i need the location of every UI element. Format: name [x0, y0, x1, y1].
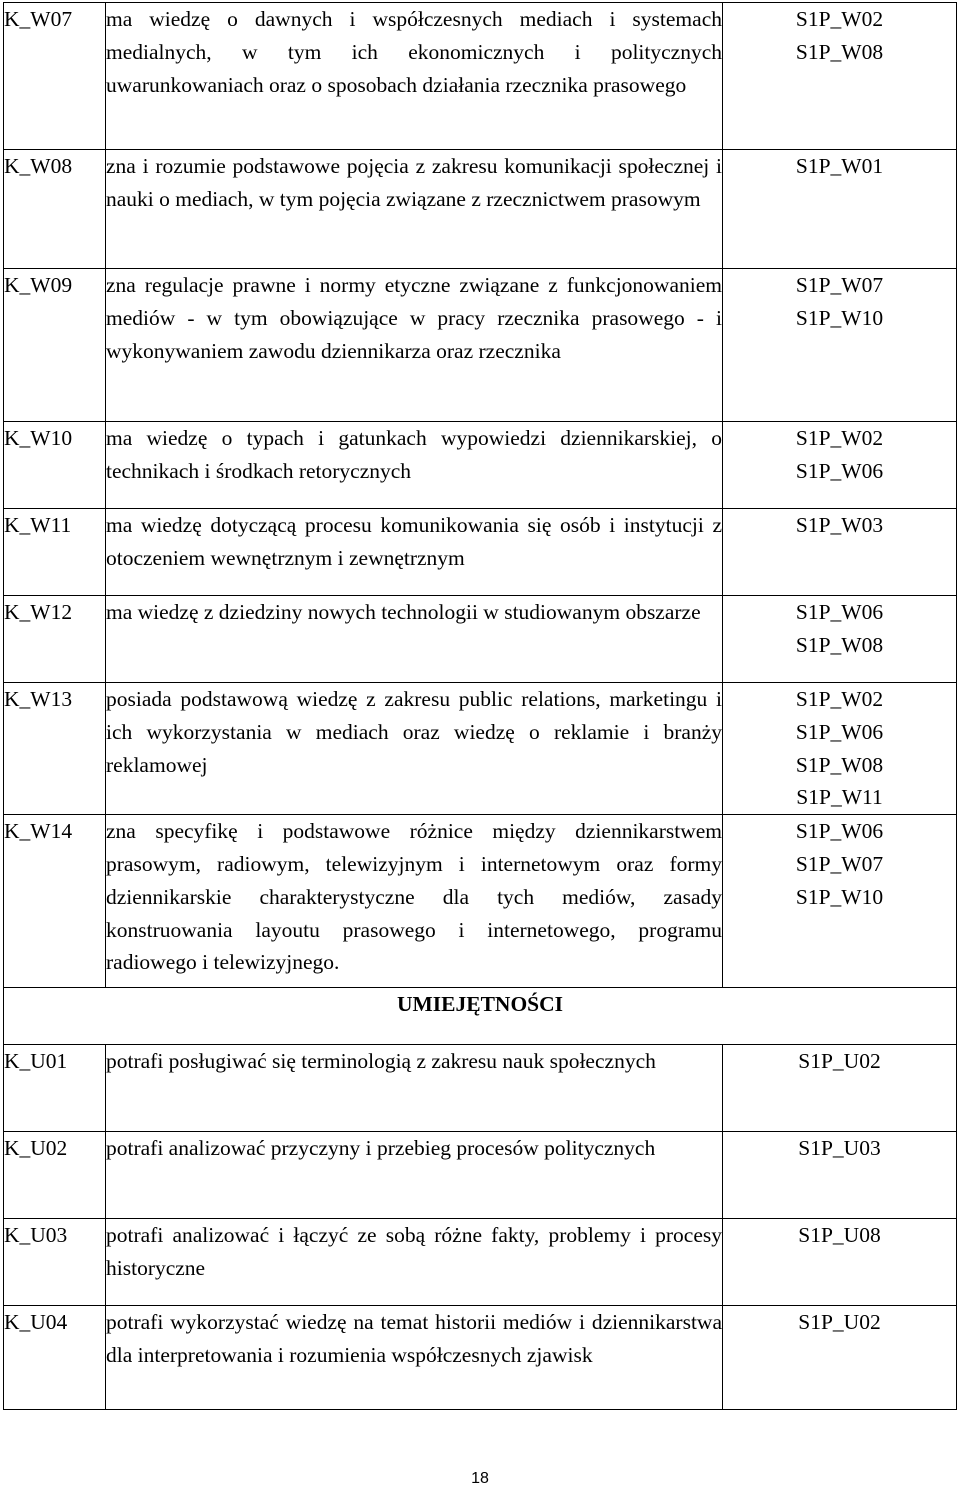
reference-code: S1P_W08 [795, 752, 884, 777]
reference-code: S1P_W06 [795, 719, 884, 744]
outcome-description: ma wiedzę z dziedziny nowych technologii w studiowanym obszarze [106, 596, 723, 683]
outcome-references [723, 815, 957, 988]
outcome-references [723, 269, 957, 422]
table-row [4, 815, 957, 988]
outcome-description: potrafi analizować i łączyć ze sobą różne fakty, problemy i procesy historyczne [106, 1219, 723, 1306]
reference-code: S1P_W02 [795, 687, 884, 711]
table-row [4, 269, 957, 422]
outcome-references [723, 3, 957, 150]
reference-code: S1P_W01 [795, 154, 884, 178]
reference-code: S1P_W07 [795, 273, 884, 297]
outcome-description: zna specyfikę i podstawowe różnice między dziennikarstwem prasowym, radiowym, telewizyjnym i internetowym oraz formy dziennikarskie charakterystyczne dla tych mediów, zasady konstruowania layoutu prasowego i internetowego, programu radiowego i telewizyjnego. [106, 815, 723, 988]
outcome-description: ma wiedzę dotyczącą procesu komunikowania się osób i instytucji z otoczeniem wewnętrznym i zewnętrznym [106, 509, 723, 596]
section-heading: UMIEJĘTNOŚCI [4, 988, 957, 1045]
outcome-code: K_W12 [4, 596, 106, 683]
reference-code: S1P_W02 [795, 426, 884, 450]
reference-code: S1P_W06 [795, 819, 884, 844]
outcome-description: potrafi wykorzystać wiedzę na temat historii mediów i dziennikarstwa dla interpretowania i rozumienia współczesnych zjawisk [106, 1306, 723, 1410]
reference-code: S1P_W10 [795, 305, 884, 330]
table-row [4, 1132, 957, 1219]
outcome-code: K_W07 [4, 3, 106, 150]
table-row [4, 3, 957, 150]
reference-code: S1P_W06 [795, 600, 884, 624]
reference-code: S1P_W10 [795, 884, 884, 909]
outcome-references [723, 1045, 957, 1132]
outcome-references [723, 596, 957, 683]
table-row [4, 1306, 957, 1410]
outcome-code: K_U03 [4, 1219, 106, 1306]
outcome-description: ma wiedzę o dawnych i współczesnych mediach i systemach medialnych, w tym ich ekonomicznych i politycznych uwarunkowaniach oraz o sposobach działania rzecznika prasowego [106, 3, 723, 150]
outcome-code: K_W11 [4, 509, 106, 596]
outcome-code: K_U02 [4, 1132, 106, 1219]
outcome-description: potrafi posługiwać się terminologią z zakresu nauk społecznych [106, 1045, 723, 1132]
outcome-references [723, 150, 957, 269]
reference-code: S1P_W02 [795, 7, 884, 31]
reference-code: S1P_U02 [798, 1049, 881, 1074]
table-row [4, 596, 957, 683]
table-row [4, 1045, 957, 1132]
outcome-description: zna regulacje prawne i normy etyczne związane z funkcjonowaniem mediów - w tym obowiązujące w pracy rzecznika prasowego - i wykonywaniem zawodu dziennikarza oraz rzecznika [106, 269, 723, 422]
outcome-description: potrafi analizować przyczyny i przebieg procesów politycznych [106, 1132, 723, 1219]
outcome-description: posiada podstawową wiedzę z zakresu public relations, marketingu i ich wykorzystania w mediach oraz wiedzę o reklamie i branży reklamowej [106, 683, 723, 815]
outcome-description: ma wiedzę o typach i gatunkach wypowiedzi dziennikarskiej, o technikach i środkach retorycznych [106, 422, 723, 509]
table-row [4, 509, 957, 596]
outcome-references [723, 509, 957, 596]
reference-code: S1P_U08 [798, 1223, 881, 1248]
outcome-description: zna i rozumie podstawowe pojęcia z zakresu komunikacji społecznej i nauki o mediach, w tym pojęcia związane z rzecznictwem prasowym [106, 150, 723, 269]
reference-code: S1P_W06 [795, 458, 884, 483]
reference-code: S1P_W07 [795, 851, 884, 876]
learning-outcomes-table [3, 2, 957, 1410]
outcome-code: K_W10 [4, 422, 106, 509]
outcome-code: K_W14 [4, 815, 106, 988]
reference-code: S1P_W08 [795, 39, 884, 64]
reference-code: S1P_U02 [798, 1310, 881, 1335]
reference-code: S1P_W03 [795, 513, 884, 537]
outcome-code: K_W09 [4, 269, 106, 422]
reference-code: S1P_W11 [796, 785, 883, 810]
table-row [4, 422, 957, 509]
outcome-references [723, 1219, 957, 1306]
reference-code: S1P_W08 [795, 632, 884, 657]
outcome-code: K_U01 [4, 1045, 106, 1132]
outcome-code: K_U04 [4, 1306, 106, 1410]
outcome-references [723, 683, 957, 815]
table-row [4, 1219, 957, 1306]
section-header-row [4, 988, 957, 1045]
page-number: 18 [471, 1470, 489, 1487]
table-row [4, 150, 957, 269]
table-row [4, 683, 957, 815]
outcome-code: K_W08 [4, 150, 106, 269]
outcome-references [723, 422, 957, 509]
outcome-references [723, 1306, 957, 1410]
outcome-references [723, 1132, 957, 1219]
outcome-code: K_W13 [4, 683, 106, 815]
reference-code: S1P_U03 [798, 1136, 881, 1161]
